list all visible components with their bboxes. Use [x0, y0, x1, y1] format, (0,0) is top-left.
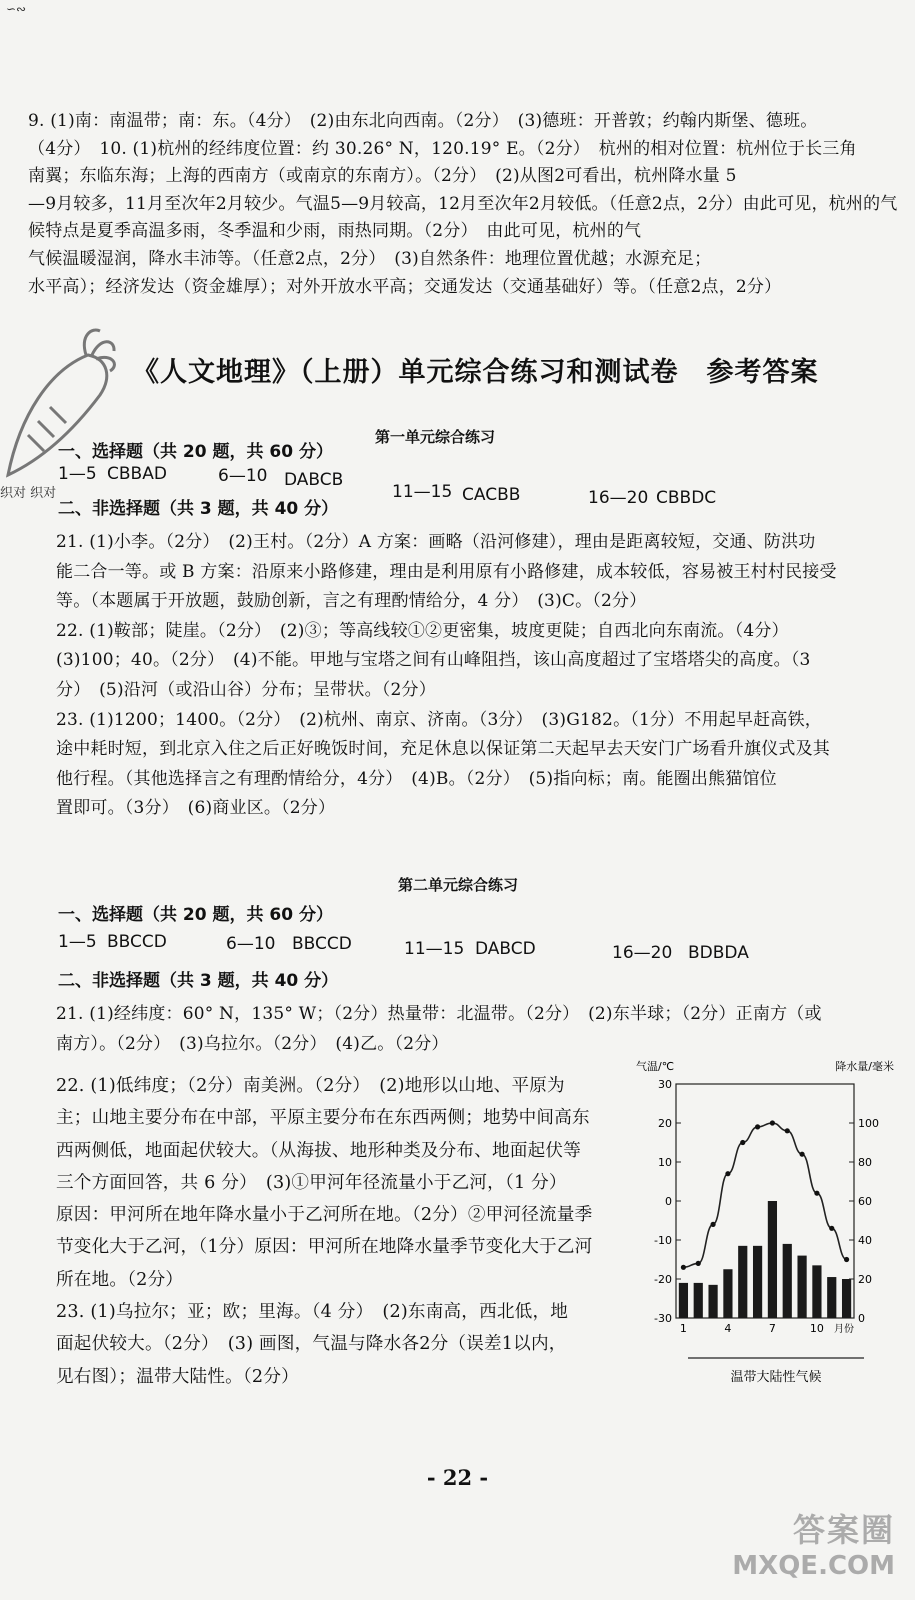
answer-line: 气候温暖湿润，降水丰沛等。（任意2点，2分） (3)自然条件：地理位置优越；水源充足； — [28, 248, 712, 269]
temperature-point — [799, 1152, 804, 1157]
unit1-mcq-range: 11—15 — [392, 482, 453, 502]
answer-line: 9. (1)南：南温带；南：东。（4分） (2)由东北向西南。（2分） (3)德班：开普敦；约翰内斯堡、德班。 — [28, 111, 818, 131]
right-tick-label: 100 — [858, 1117, 879, 1130]
unit1-choice-heading: 一、选择题（共 20 题，共 60 分） — [58, 442, 333, 462]
answer-line: 原因：甲河所在地年降水量小于乙河所在地。（2分）②甲河径流量季 — [56, 1205, 593, 1226]
precipitation-bar — [768, 1201, 777, 1318]
unit2-choice-heading: 一、选择题（共 20 题，共 60 分） — [58, 905, 333, 925]
climate-chart — [636, 1058, 896, 1398]
unit1-mcq-range: 16—20 — [588, 488, 649, 508]
answer-line: 节变化大于乙河，（1分）原因：甲河所在地降水量季节变化大于乙河 — [56, 1237, 593, 1258]
x-axis-label: 月份 — [834, 1324, 854, 1335]
answer-line: 所在地。（2分） — [56, 1269, 184, 1290]
y-axis-right-label: 降水量/毫米 — [835, 1060, 894, 1073]
right-tick-label: 60 — [858, 1195, 872, 1208]
unit2-answers-q21 — [56, 1000, 906, 1059]
temperature-point — [844, 1257, 849, 1262]
x-tick-label: 4 — [724, 1322, 732, 1335]
unit2-mcq-range: 6—10 — [226, 934, 276, 954]
unit2-answers-q22-q23 — [56, 1070, 646, 1393]
precipitation-bar — [842, 1279, 851, 1318]
unit2-mcq-answer: BBCCD — [107, 932, 167, 952]
temperature-point — [785, 1128, 790, 1133]
unit1-mcq-answer: DABCB — [284, 470, 344, 490]
corner-mark: ∽∾ — [6, 2, 27, 16]
left-tick-label: 30 — [658, 1078, 672, 1091]
unit2-mcq-answer: BDBDA — [688, 943, 749, 963]
left-tick-label: 20 — [658, 1117, 672, 1130]
right-tick-label: 0 — [858, 1312, 865, 1325]
unit1-mcq-answer: CACBB — [462, 485, 521, 505]
unit2-mcq-range: 1—5 — [58, 932, 97, 952]
precipitation-bar — [738, 1246, 747, 1318]
unit1-nonchoice-heading: 二、非选择题（共 3 题，共 40 分） — [58, 499, 339, 519]
answer-line: 置即可。（3分） (6)商业区。（2分） — [56, 798, 336, 819]
temperature-point — [696, 1261, 701, 1266]
chart-title: 温带大陆性气候 — [730, 1370, 822, 1385]
answer-line: 能二合一等。或 B 方案：沿原来小路修建，理由是利用原有小路修建，成本较低，容易被王村村民接受 — [56, 561, 837, 582]
answer-line: 22. (1)鞍部；陡崖。（2分） (2)③；等高线较①②更密集，坡度更陡；自西北向东南流。（4分） — [56, 620, 789, 641]
unit2-nonchoice-heading: 二、非选择题（共 3 题，共 40 分） — [58, 971, 339, 991]
precipitation-bar — [708, 1285, 717, 1318]
answer-line: 23. (1)1200；1400。（2分） (2)杭州、南京、济南。（3分） (3)G182。（1分）不用起早赶高铁， — [56, 709, 822, 730]
answer-line: 南方）。（2分） (3)乌拉尔。（2分） (4)乙。（2分） — [56, 1033, 449, 1054]
precipitation-bar — [827, 1277, 836, 1318]
right-tick-label: 20 — [858, 1273, 872, 1286]
left-tick-label: 10 — [658, 1156, 672, 1169]
answer-line: 21. (1)小李。（2分） (2)王村。（2分）A 方案：画略（沿河修建），理由是距离较短，交通、防洪功 — [56, 532, 816, 552]
answer-line: (3)100；40。（2分） (4)不能。甲地与宝塔之间有山峰阻挡，该山高度超过了宝塔塔尖的高度。（3 — [56, 650, 811, 671]
temperature-line — [683, 1123, 846, 1267]
unit2-heading: 第二单元综合练习 — [398, 876, 519, 894]
answer-line: 22. (1)低纬度；（2分）南美洲。（2分） (2)地形以山地、平原为 — [56, 1076, 565, 1096]
page-title: 《人文地理》（上册）单元综合练习和测试卷 参考答案 — [132, 357, 819, 388]
watermark-logo — [732, 1505, 895, 1581]
temperature-point — [710, 1222, 715, 1227]
answer-line: 南翼；东临东海；上海的西南方（或南京的东南方）。（2分） (2)从图2可看出，杭州降水量 5 — [28, 166, 737, 187]
temperature-point — [681, 1265, 686, 1270]
left-tick-label: -10 — [654, 1234, 672, 1247]
x-tick-label: 1 — [679, 1322, 687, 1335]
answer-line: —9月较多，11月至次年2月较少。气温5—9月较高，12月至次年2月较低。（任意2点，2分）由此可见，杭州的气 — [28, 193, 898, 214]
previous-answers — [28, 108, 898, 301]
unit2-mcq-range: 16—20 — [612, 943, 673, 963]
precipitation-bar — [783, 1244, 792, 1318]
temperature-point — [725, 1171, 730, 1176]
unit1-mcq-range: 1—5 — [58, 464, 97, 484]
watermark-cn: 答案圈 — [792, 1511, 895, 1549]
precipitation-bar — [797, 1256, 806, 1318]
x-tick-label: 10 — [809, 1322, 824, 1335]
answer-line: （4分） 10. (1)杭州的经纬度位置：约 30.26° N，120.19° E。（2分） 杭州的相对位置：杭州位于长三角 — [28, 138, 857, 159]
watermark-en: MXQE.COM — [732, 1551, 895, 1581]
x-tick-label: 7 — [768, 1322, 776, 1335]
unit1-answers — [56, 528, 896, 824]
page-number: - 22 - — [426, 1465, 489, 1490]
answer-line: 他行程。（其他选择言之有理酌情给分，4分） (4)B。（2分） (5)指向标；南。能圈出熊猫馆位 — [56, 768, 777, 789]
right-tick-label: 80 — [858, 1156, 872, 1169]
answer-line: 21. (1)经纬度：60° N，135° W；（2分）热量带：北温带。（2分） (2)东半球；（2分）正南方（或 — [56, 1004, 822, 1024]
answer-line: 水平高）；经济发达（资金雄厚）；对外开放水平高；交通发达（交通基础好）等。（任意2点，2分） — [28, 276, 782, 297]
answer-line: 23. (1)乌拉尔；亚；欧；里海。（4 分） (2)东南高，西北低，地 — [56, 1302, 569, 1323]
precipitation-bar — [694, 1283, 703, 1318]
answer-line: 主；山地主要分布在中部，平原主要分布在东西两侧；地势中间高东 — [56, 1108, 590, 1129]
unit2-mcq-answer: DABCD — [475, 939, 536, 959]
answer-line: 等。（本题属于开放题，鼓励创新，言之有理酌情给分，4 分） (3)C。（2分） — [56, 591, 647, 612]
answer-line: 候特点是夏季高温多雨，冬季温和少雨，雨热同期。（2分） 由此可见，杭州的气 — [28, 221, 642, 242]
left-margin-mark: 织对 织对 — [0, 486, 57, 501]
left-tick-label: -30 — [654, 1312, 672, 1325]
answer-line: 途中耗时短，到北京入住之后正好晚饭时间，充足休息以保证第二天起早去天安门广场看升旗仪式及其 — [56, 739, 830, 760]
precipitation-bar — [723, 1269, 732, 1318]
precipitation-bar — [812, 1265, 821, 1318]
answer-line: 三个方面回答，共 6 分） (3)①甲河年径流量小于乙河，（1 分） — [56, 1172, 567, 1193]
left-tick-label: -20 — [654, 1273, 672, 1286]
precipitation-bar — [753, 1246, 762, 1318]
answer-line: 分） (5)沿河（或沿山谷）分布；呈带状。（2分） — [56, 679, 436, 700]
unit1-mcq-range: 6—10 — [218, 466, 268, 486]
unit1-mcq-answer: CBBAD — [107, 464, 167, 484]
unit2-mcq-answer: BBCCD — [292, 934, 352, 954]
left-tick-label: 0 — [665, 1195, 672, 1208]
temperature-point — [814, 1191, 819, 1196]
unit1-heading: 第一单元综合练习 — [375, 428, 496, 446]
unit1-mcq-answer: CBBDC — [656, 488, 717, 508]
temperature-point — [755, 1124, 760, 1129]
answer-line: 面起伏较大。（2分） (3) 画图，气温与降水各2分（误差1以内， — [56, 1334, 567, 1355]
unit2-mcq-range: 11—15 — [404, 939, 465, 959]
temperature-point — [770, 1120, 775, 1125]
precipitation-bar — [679, 1283, 688, 1318]
answer-line: 见右图）；温带大陆性。（2分） — [56, 1366, 299, 1387]
temperature-point — [740, 1140, 745, 1145]
right-tick-label: 40 — [858, 1234, 872, 1247]
y-axis-left-label: 气温/℃ — [636, 1060, 675, 1073]
answer-line: 西两侧低，地面起伏较大。（从海拔、地形种类及分布、地面起伏等 — [56, 1140, 582, 1161]
temperature-point — [829, 1226, 834, 1231]
